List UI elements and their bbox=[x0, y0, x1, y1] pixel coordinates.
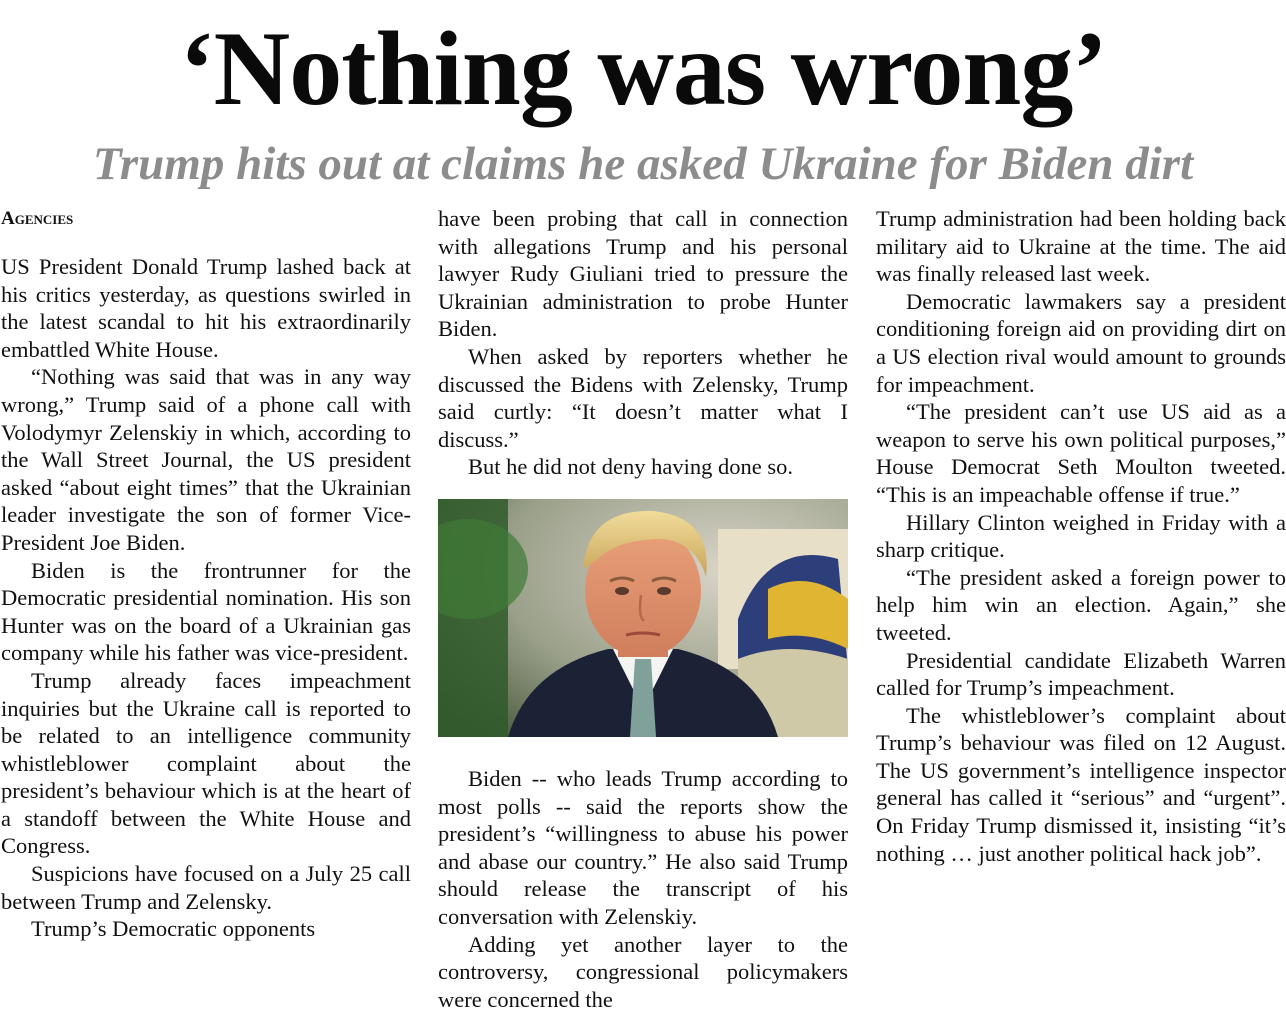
paragraph: But he did not deny having done so. bbox=[468, 454, 793, 480]
byline: Agencies bbox=[1, 208, 74, 229]
article-column-3 bbox=[876, 205, 1286, 1023]
paragraph: Suspicions have focused on a July 25 call between Trump and Zelensky. bbox=[1, 861, 411, 914]
paragraph: Presidential candidate Elizabeth Warren called for Trump’s impeachment. bbox=[876, 647, 1286, 701]
portrait-illustration bbox=[438, 499, 848, 737]
paragraph: “The president asked a foreign power to help him win an election. Again,” she tweeted. bbox=[876, 564, 1286, 645]
article-column-1 bbox=[1, 205, 411, 1023]
paragraph: US President Donald Trump lashed back at his critics yesterday, as questions swirled in the latest scandal to hit his extraordinarily embattled White House. bbox=[1, 254, 411, 362]
paragraph: Hillary Clinton weighed in Friday with a sharp critique. bbox=[876, 509, 1286, 563]
paragraph: “The president can’t use US aid as a weapon to serve his own political purposes,” House Democrat Seth Moulton tweeted. “This is an impeachable offense if true.” bbox=[876, 399, 1286, 507]
paragraph: Trump’s Democratic opponents bbox=[31, 916, 316, 942]
headline: ‘Nothing was wrong’ bbox=[179, 10, 1107, 127]
paragraph: Biden is the frontrunner for the Democratic presidential nomination. His son Hunter was on the board of a Ukrainian gas company while his father was vice-president. bbox=[1, 557, 411, 666]
paragraph: Trump administration had been holding back military aid to Ukraine at the time. The aid was finally released last week. bbox=[876, 206, 1286, 287]
paragraph: Biden -- who leads Trump according to most polls -- said the reports show the president’s “willingness to abuse his power and abase our country.” He also said Trump should release the transcript of his conversation with Zelenskiy. bbox=[438, 765, 848, 929]
paragraph: Trump already faces impeachment inquiries but the Ukraine call is reported to be related to an intelligence community whistleblower complaint about the president’s behaviour which is at the heart of a standoff between the White House and Congress. bbox=[1, 667, 411, 859]
portrait-photo bbox=[438, 499, 848, 737]
article-column-2 bbox=[438, 205, 848, 1023]
subheadline: Trump hits out at claims he asked Ukraine for Biden dirt bbox=[92, 138, 1194, 190]
paragraph: The whistleblower’s complaint about Trump’s behaviour was filed on 12 August. The US government’s intelligence inspector general has called it “serious” and “urgent”. On Friday Trump dismissed it, insisting “it’s nothing … just another political hack job”. bbox=[876, 702, 1286, 866]
paragraph: When asked by reporters whether he discussed the Bidens with Zelensky, Trump said curtly: “It doesn’t matter what I discuss.” bbox=[438, 343, 848, 452]
paragraph: Democratic lawmakers say a president conditioning foreign aid on providing dirt on a US election rival would amount to grounds for impeachment. bbox=[876, 288, 1286, 397]
paragraph: Adding yet another layer to the controversy, congressional policymakers were concerned the bbox=[438, 931, 848, 1012]
paragraph: have been probing that call in connection with allegations Trump and his personal lawyer Rudy Giuliani tried to pressure the Ukrainian administration to probe Hunter Biden. bbox=[438, 206, 848, 342]
paragraph: “Nothing was said that was in any way wrong,” Trump said of a phone call with Volodymyr Zelenskiy in which, according to the Wall Street Journal, the US president asked “about eight times” that the Ukrainian leader investigate the son of former Vice-President Joe Biden. bbox=[1, 364, 411, 555]
